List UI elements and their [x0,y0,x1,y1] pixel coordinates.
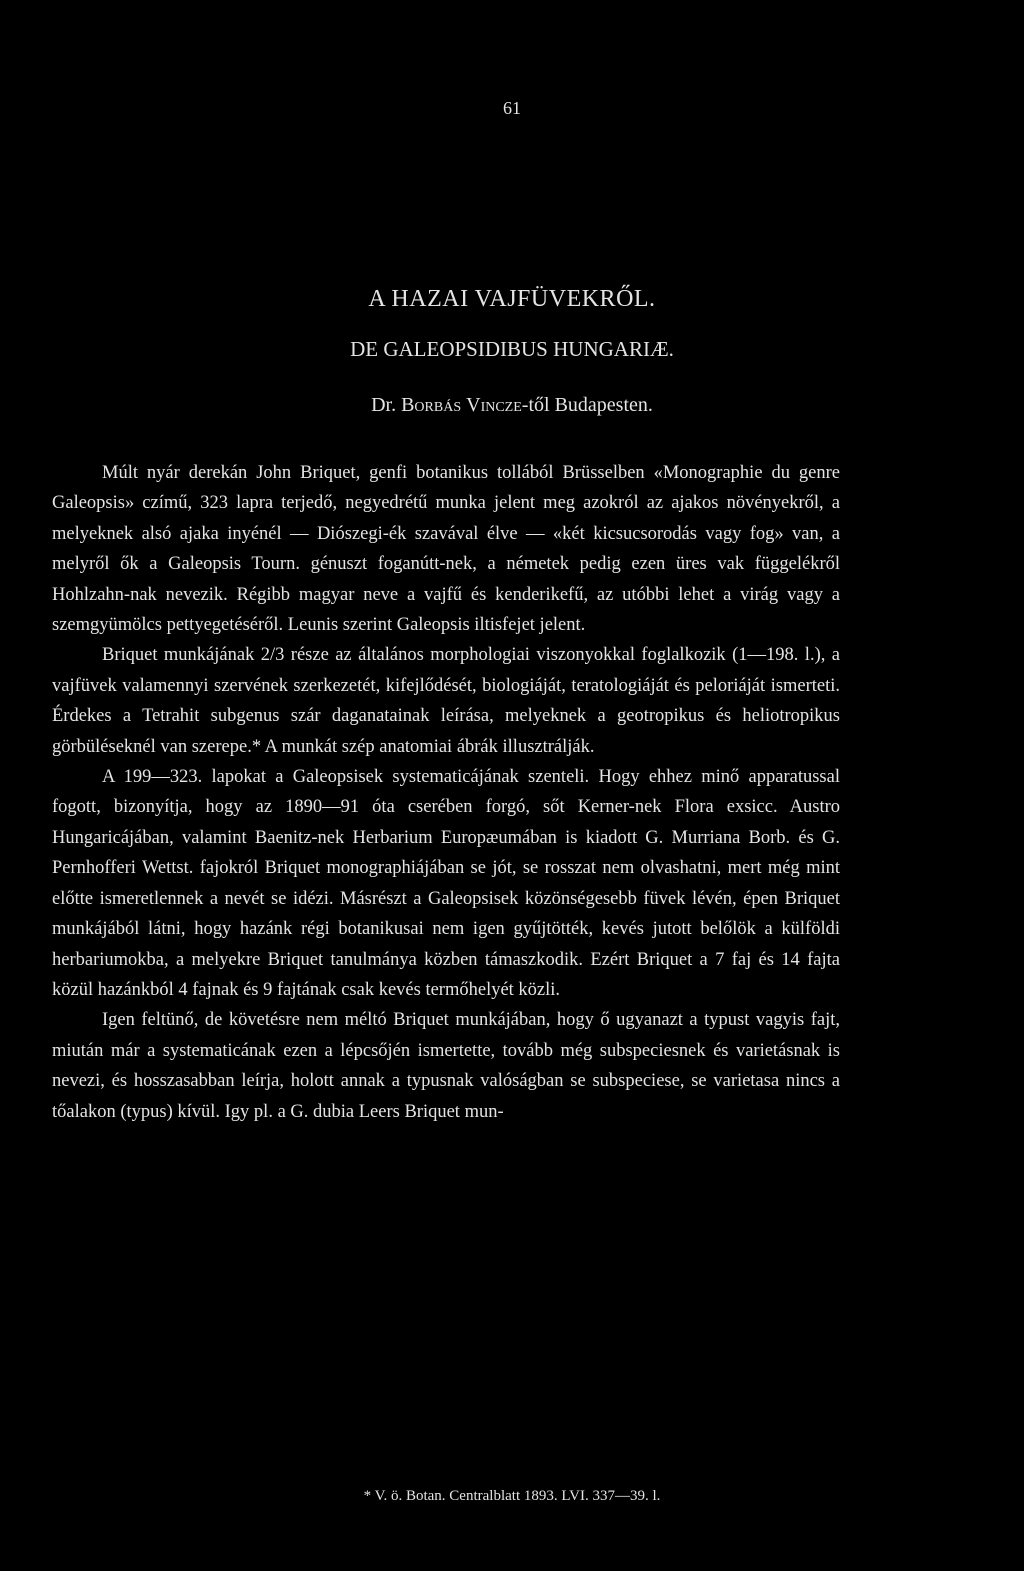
page-number: 61 [503,98,521,118]
author-prefix: Dr. [371,394,397,416]
paragraph-4: Igen feltünő, de követésre nem méltó Briquet munkájában, hogy ő ugyanazt a typust vagyis fajt, miután már a systematicának ezen a lépcsőjén ismertette, tovább még subspeciesnek és varietásnak is nevezi, és hosszasabban leírja, holott annak a typusnak valóságban se subspeciese, se varietasa nincs a tőalakon (typus) kívül. Igy pl. a G. dubia Leers Briquet mun- [52,1010,840,1122]
article-body [52,458,840,1127]
paragraph-3: A 199—323. lapokat a Galeopsisek systematicájának szenteli. Hogy ehhez minő apparatussal fogott, bizonyítja, hogy az 1890—91 óta cserében forgó, sőt Kerner-nek Flora exsicc. Austro Hungaricájában, valamint Baenitz-nek Herbarium Europæumában is kiadott G. Murriana Borb. és G. Pernhofferi Wettst. fajokról Briquet monographiájában se jót, se rosszat nem olvashatni, mert még mint előtte ismeretlennek a nevét se idézi. Másrészt a Galeopsisek közönségesebb füvek lévén, épen Briquet munkájából látni, hogy hazánk régi botanikusai nem igen gyűjtötték, kevés jutott belőlök a külföldi herbariumokba, a melyekre Briquet tanulmánya közben támaszkodik. Ezért Briquet a 7 faj és 14 fajta közül hazánkból 4 fajnak és 9 fajtának csak kevés termőhelyét közli. [52,767,840,1000]
paragraph-1: Múlt nyár derekán John Briquet, genfi botanikus tollából Brüsselben «Monographie du genre Galeopsis» czímű, 323 lapra terjedő, negyedrétű munka jelent meg azokról az ajakos növényekről, a melyeknek alsó ajaka inyénél — Diószegi-ék szavával élve — «két kicsucsorodás vagy fog» van, a melyről ők a Galeopsis Tourn. génuszt foganútt-nek, a németek pedig ezen üres vak függelékről Hohlzahn-nak nevezik. Régibb magyar neve a vajfű és kenderikefű, az utóbbi lehet a virág vagy a szemgyümölcs pettyegetéséről. Leunis szerint Galeopsis iltisfejet jelent. [52,463,840,636]
author-suffix: -től Budapesten. [521,394,653,416]
article-subtitle: DE GALEOPSIDIBUS HUNGARIÆ. [350,337,674,361]
paragraph-2: Briquet munkájának 2/3 része az általános morphologiai viszonyokkal foglalkozik (1—198. l.), a vajfüvek valamennyi szervének szerkezetét, kifejlődését, biologiáját, teratologiáját és peloriáját ismerteti. Érdekes a Tetrahit subgenus szár daganatainak leírása, melyeknek a geotropikus és heliotropikus görbüléseknél van szerepe.* A munkát szép anatomiai ábrák illusztrálják. [52,645,840,757]
footnote: * V. ö. Botan. Centralblatt 1893. LVI. 337—39. l. [363,1488,661,1504]
author-line [0,390,1024,420]
article-title: A HAZAI VAJFÜVEKRŐL. [368,286,656,312]
author-given-name: Vincze [466,394,522,416]
author-surname: Borbás [401,394,462,416]
article-heading [0,282,1024,420]
